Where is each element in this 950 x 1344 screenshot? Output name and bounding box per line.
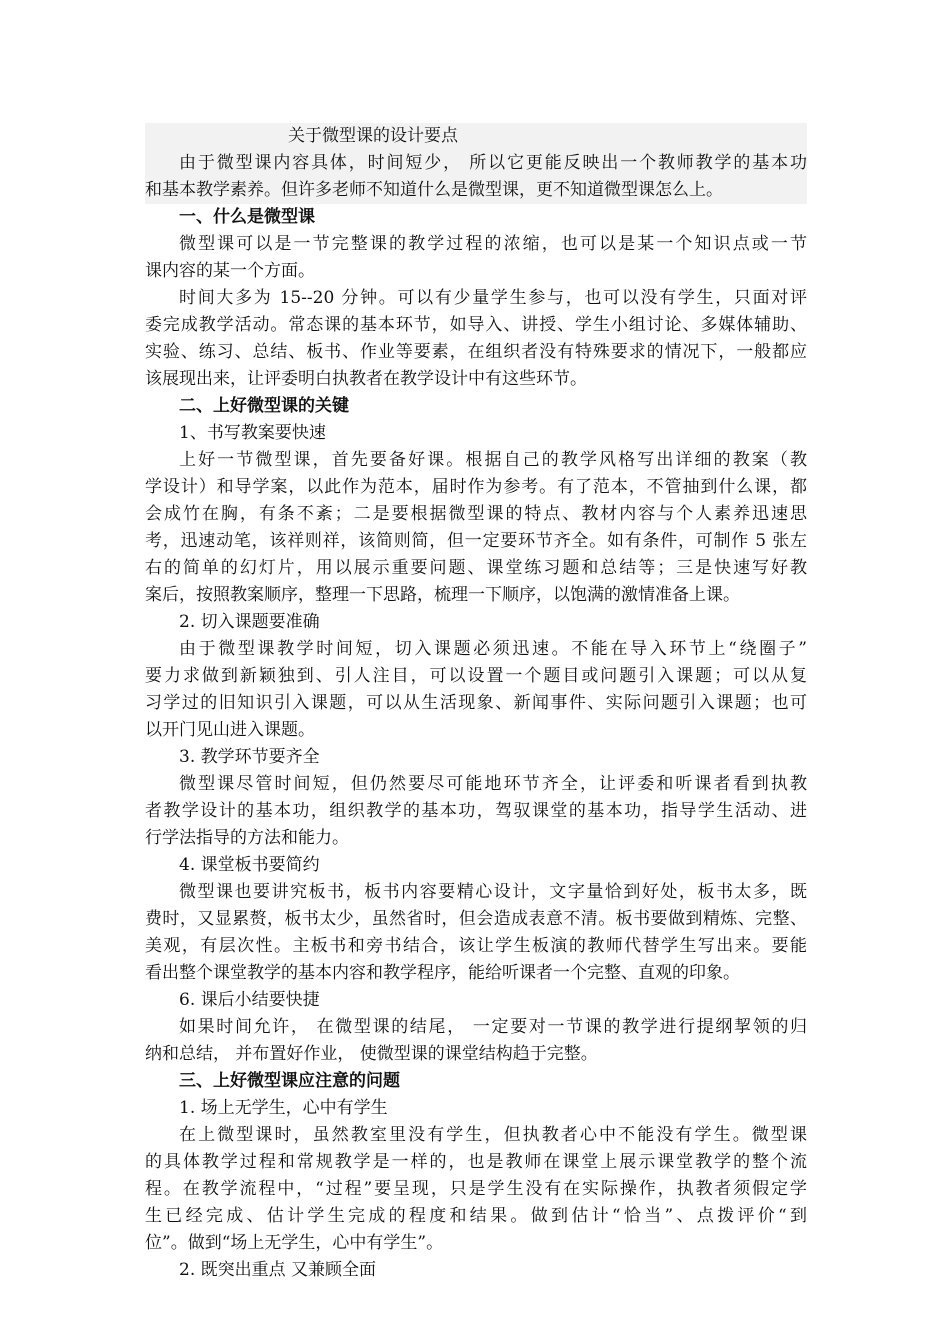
document-body	[145, 123, 807, 1284]
text-line: 在上微型课时，虽然教室里没有学生，但执教者心中不能没有学生。微型课	[179, 1125, 807, 1145]
text-line: 案后，按照教案顺序，整理一下思路，梳理一下顺序，以饱满的激情准备上课。	[145, 585, 740, 605]
text-line: 该展现出来，让评委明白执教者在教学设计中有这些环节。	[145, 369, 587, 389]
subsection-heading: 3. 教学环节要齐全	[179, 747, 320, 767]
text-line: 要力求做到新颖独到、引人注目，可以设置一个题目或问题引入课题；可以从复	[145, 666, 807, 686]
text-line: 上好一节微型课，首先要备好课。根据自己的教学风格写出详细的教案（教	[179, 450, 807, 470]
text-line: 微型课也要讲究板书，板书内容要精心设计，文字量恰到好处，板书太多，既	[179, 882, 807, 902]
text-line: 微型课尽管时间短，但仍然要尽可能地环节齐全，让评委和听课者看到执教	[179, 774, 807, 794]
text-line: 以开门见山进入课题。	[145, 720, 315, 740]
text-line: 时间大多为 15--20 分钟。可以有少量学生参与，也可以没有学生，只面对评	[179, 288, 807, 308]
text-line: 右的简单的幻灯片，用以展示重要问题、课堂练习题和总结等；三是快速写好教	[145, 558, 807, 578]
text-line: 美观，有层次性。主板书和旁书结合，该让学生板演的教师代替学生写出来。要能	[145, 936, 807, 956]
text-line: 微型课可以是一节完整课的教学过程的浓缩，也可以是某一个知识点或一节	[179, 234, 807, 254]
text-line: 考，迅速动笔，该祥则祥，该简则简，但一定要环节齐全。如有条件，可制作 5 张左	[145, 531, 807, 551]
text-line: 由于微型课内容具体，时间短少， 所以它更能反映出一个教师教学的基本功	[145, 150, 807, 177]
text-line: 会成竹在胸，有条不紊；二是要根据微型课的特点、教材内容与个人素养迅速思	[145, 504, 807, 524]
page-title: 关于微型课的设计要点	[145, 123, 807, 150]
subsection-heading: 2. 既突出重点 又兼顾全面	[179, 1260, 377, 1280]
text-line: 者教学设计的基本功，组织教学的基本功，驾驭课堂的基本功，指导学生活动、进	[145, 801, 807, 821]
subsection-heading: 6. 课后小结要快捷	[179, 990, 320, 1010]
text-line: 由于微型课教学时间短，切入课题必须迅速。不能在导入环节上“绕圈子”	[179, 639, 807, 659]
subsection-heading: 2. 切入课题要准确	[179, 612, 320, 632]
subsection-heading: 4. 课堂板书要简约	[179, 855, 320, 875]
text-line: 习学过的旧知识引入课题，可以从生活现象、新闻事件、实际问题引入课题；也可	[145, 693, 807, 713]
subsection-heading: 1、书写教案要快速	[179, 423, 326, 443]
text-line: 和基本教学素养。但许多老师不知道什么是微型课，更不知道微型课怎么上。	[145, 177, 807, 204]
section-heading: 二、上好微型课的关键	[179, 396, 349, 416]
text-line: 课内容的某一个方面。	[145, 261, 315, 281]
text-line: 委完成教学活动。常态课的基本环节，如导入、讲授、学生小组讨论、多媒体辅助、	[145, 315, 807, 335]
text-line: 实验、练习、总结、板书、作业等要素，在组织者没有特殊要求的情况下，一般都应	[145, 342, 807, 362]
text-line: 程。在教学流程中，“过程”要呈现，只是学生没有在实际操作，执教者须假定学	[145, 1179, 807, 1199]
text-line: 纳和总结， 并布置好作业， 使微型课的课堂结构趋于完整。	[145, 1044, 598, 1064]
text-line: 如果时间允许， 在微型课的结尾， 一定要对一节课的教学进行提纲挈领的归	[179, 1017, 807, 1037]
text-line: 学设计）和导学案，以此作为范本，届时作为参考。有了范本，不管抽到什么课，都	[145, 477, 807, 497]
text-line: 看出整个课堂教学的基本内容和教学程序，能给听课者一个完整、直观的印象。	[145, 963, 740, 983]
section-heading: 三、上好微型课应注意的问题	[179, 1071, 400, 1091]
subsection-heading: 1. 场上无学生，心中有学生	[179, 1098, 388, 1118]
section-heading: 一、什么是微型课	[179, 207, 315, 227]
text-line: 生已经完成、估计学生完成的程度和结果。做到估计“恰当”、点拨评价“到	[145, 1206, 807, 1226]
text-line: 费时，又显累赘，板书太少，虽然省时，但会造成表意不清。板书要做到精炼、完整、	[145, 909, 807, 929]
text-line: 位”。做到“场上无学生，心中有学生”。	[145, 1233, 444, 1253]
document-paragraphs	[145, 150, 807, 1284]
text-line: 的具体教学过程和常规教学是一样的，也是教师在课堂上展示课堂教学的整个流	[145, 1152, 807, 1172]
text-line: 行学法指导的方法和能力。	[145, 828, 349, 848]
